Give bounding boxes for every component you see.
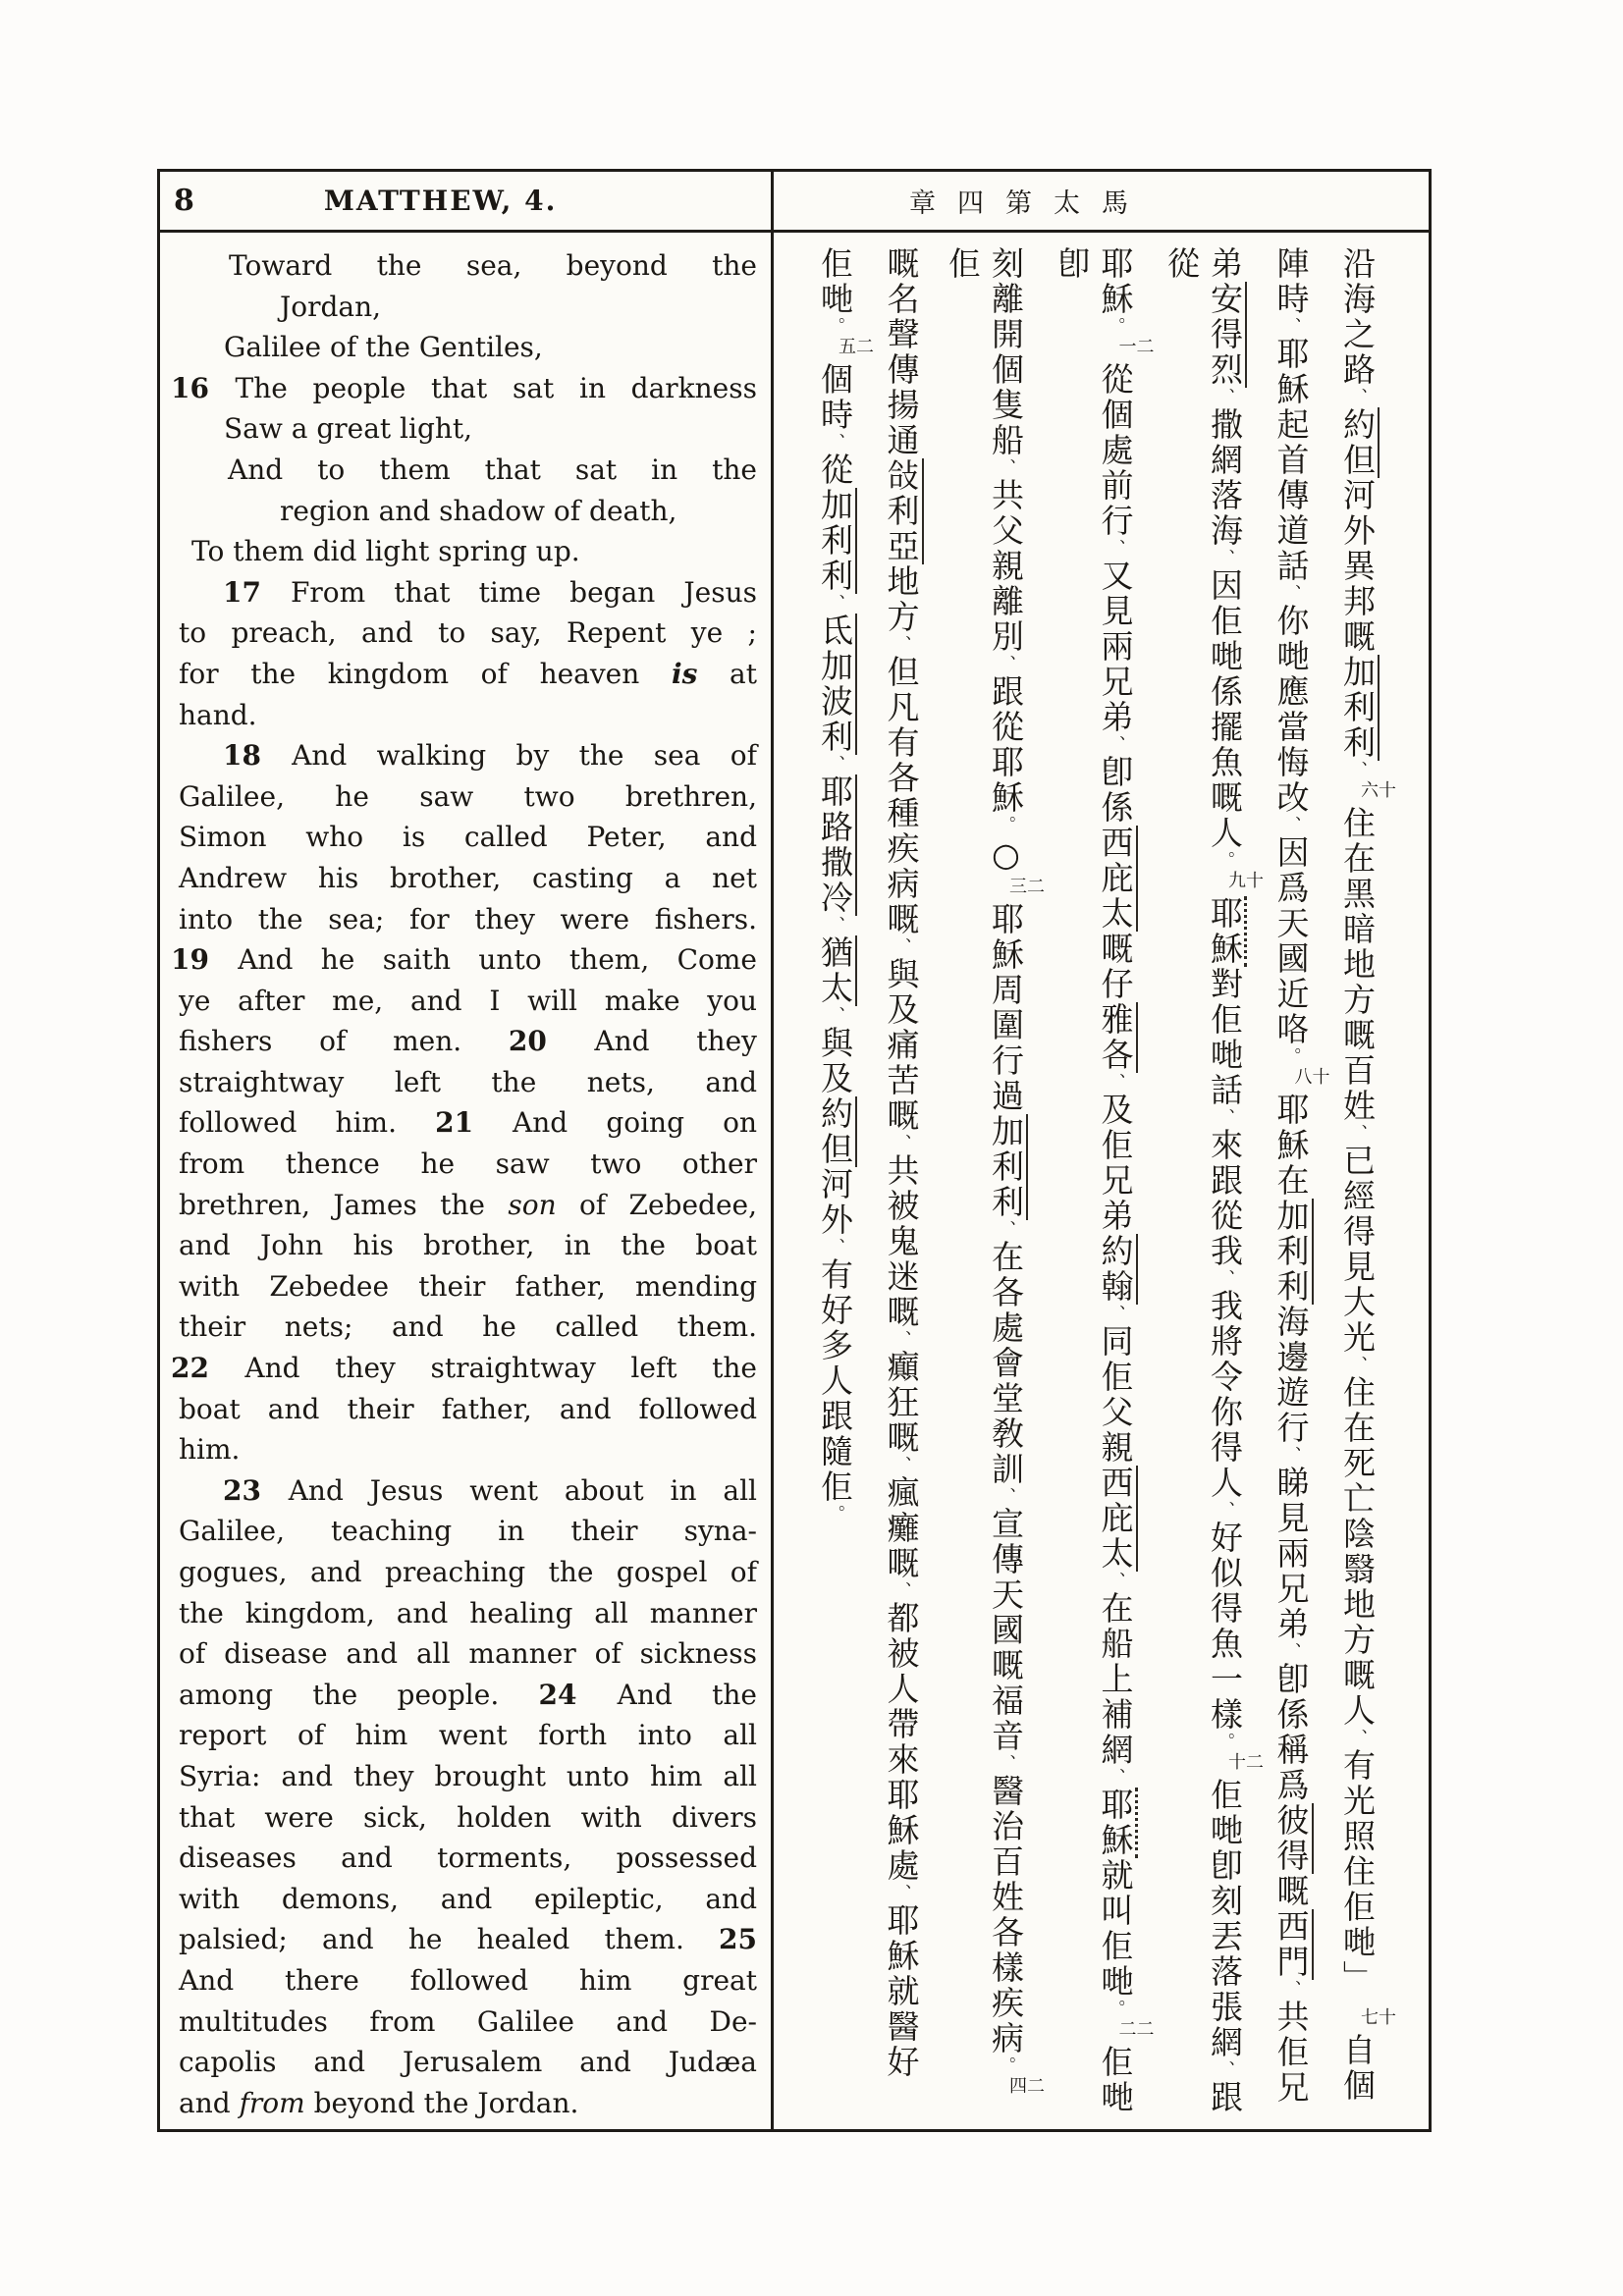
verse-gap (1357, 1996, 1358, 2007)
proper-name-mark: 西庇太 (1097, 1466, 1138, 1572)
verse-text-line: region and shadow of death, (280, 494, 677, 527)
verse-number-marker: 二一 (1115, 337, 1155, 354)
chinese-verse-column: 沿海之路、約但河外異邦嘅加利利、十六住在黑暗地方嘅百姓、已經得見大光、住在死亡陰翳地方嘅人、有光照住佢哋」十七自個 (1338, 246, 1396, 2104)
proper-name-mark: 加利利 (816, 488, 857, 594)
verse-text-line: from thence he saw two other (179, 1148, 757, 1181)
verse-text-line: palsied; and he healed them. 25 (179, 1923, 757, 1956)
proper-name-mark: 氐加波利 (816, 614, 857, 755)
verse-text-line: Toward the sea, beyond the (229, 249, 757, 282)
verse-number-marker: 二十 (1225, 1752, 1264, 1770)
verse-text-line: And to them that sat in the (228, 453, 757, 486)
header-english-cell (160, 172, 771, 230)
proper-name-mark: 彼得 (1272, 1803, 1314, 1874)
verse-text-line: 18 And walking by the sea of (223, 739, 757, 773)
verse-text-line: boat and their father, and followed (179, 1392, 757, 1425)
verse-text-line: Andrew his brother, casting a net (179, 861, 757, 894)
verse-text-line: Galilee, he saw two brethren, (179, 779, 757, 813)
supplied-word-mark: 耶穌 (1097, 1788, 1138, 1858)
verse-text-line: report of him went forth into all (179, 1719, 757, 1752)
verse-text-line: gogues, and preaching the gospel of (179, 1556, 757, 1588)
verse-text-line: that were sick, holden with divers (179, 1800, 757, 1834)
verse-text-line: And there followed him great (179, 1963, 757, 1997)
verse-number-marker: 二五 (836, 337, 874, 354)
verse-text-line: ye after me, and I will make you (179, 984, 757, 1017)
verse-text-line: followed him. 21 And going on (179, 1106, 757, 1140)
verse-number-marker: 十九 (1225, 871, 1264, 888)
proper-name-mark: 加利利 (1272, 1199, 1314, 1305)
page-body (160, 233, 1429, 2132)
proper-name-mark: 約翰 (1097, 1234, 1138, 1305)
verse-text-line: with Zebedee their father, mending (179, 1269, 757, 1303)
verse-text-line: Simon who is called Peter, and (179, 821, 757, 854)
verse-number-marker: 十七 (1358, 2007, 1396, 2025)
verse-text-line: Syria: and they brought unto him all (179, 1759, 757, 1792)
page-number: 8 (174, 184, 194, 218)
header-chinese-cell (771, 172, 1429, 230)
chinese-verse-column: 嘅名聲傳揚通敆利亞地方、但凡有各種疾病嘅、與及痛苦嘅、共被鬼迷嘅、癲狂嘅、瘋癱嘅、都被人帶來耶穌處、耶穌就醫好 (880, 246, 923, 2132)
proper-name-mark: 猶太 (816, 935, 857, 1006)
page-border-box (157, 169, 1432, 2132)
running-title-chinese: 章四第太馬 (909, 188, 1150, 219)
verse-text-line: Saw a great light, (224, 412, 473, 446)
verse-text-line: multitudes from Galilee and De- (179, 2004, 757, 2038)
chinese-verse-column: 刻離開個隻船、共父親離別、跟從耶穌。○二三耶穌周圍行過加利利、在各處會堂敎訓、宣傳天國嘅福音、醫治百姓各樣疾病。二四佢 (941, 246, 1032, 2132)
proper-name-mark: 安得烈 (1206, 282, 1247, 388)
verse-text-line: 19 And he saith unto them, Come (171, 943, 757, 977)
verse-text-line: into the sea; for they were fishers. (179, 902, 757, 935)
proper-name-mark: 加利利 (1338, 655, 1380, 761)
verse-text-line: Jordan, (280, 290, 382, 323)
chinese-verse-column: 佢哋。二五個時、從加利利、氐加波利、耶路撒冷、猶太、與及約但河外、有好多人跟隨佢。 (816, 246, 874, 1524)
proper-name-mark: 敆利亞 (883, 458, 924, 564)
verse-text-line: 16 The people that sat in darkness (171, 371, 757, 404)
verse-text-line: hand. (179, 698, 257, 731)
verse-text-line: 22 And they straightway left the (171, 1352, 758, 1385)
verse-text-line: Galilee, teaching in their syna- (179, 1515, 757, 1548)
verse-text-line: with demons, and epileptic, and (179, 1882, 757, 1915)
english-column (160, 233, 771, 2132)
verse-number-marker: 二三 (1006, 877, 1045, 894)
verse-number-marker: 十六 (1358, 780, 1396, 798)
verse-text-line: their nets; and he called them. (179, 1310, 757, 1344)
page-header (160, 172, 1429, 233)
verse-text-line: 23 And Jesus went about in all (223, 1473, 758, 1507)
verse-text-line: of disease and all manner of sickness (179, 1637, 757, 1671)
proper-name-mark: 加利利 (987, 1114, 1028, 1220)
proper-name-mark: 耶路撒冷 (816, 774, 857, 916)
proper-name-mark: 約但 (816, 1096, 857, 1167)
verse-text-line: him. (179, 1433, 241, 1467)
verse-number-marker: 十八 (1291, 1067, 1330, 1085)
verse-text-line: and John his brother, in the boat (179, 1229, 757, 1262)
verse-text-line: diseases and torments, possessed (179, 1842, 757, 1875)
proper-name-mark: 約但 (1338, 407, 1380, 478)
chinese-verse-column: 陣時、耶穌起首傳道話、你哋應當悔改、因爲天國近咯。十八耶穌在加利利海邊遊行、睇見兩兄弟、卽係稱爲彼得嘅西門、共佢兄 (1271, 246, 1330, 2106)
chinese-verse-column: 弟安得烈、撒網落海、因佢哋係擺魚嘅人。十九耶穌對佢哋話、來跟從我、我將令你得人、好似得魚一樣。二十佢哋卽刻丟落張網、跟從 (1163, 246, 1264, 2115)
verse-text-line: straightway left the nets, and (179, 1065, 757, 1098)
chinese-columns (771, 233, 1429, 2132)
verse-text-line: To them did light spring up. (191, 535, 580, 568)
verse-text-line: 17 From that time began Jesus (223, 575, 757, 609)
verse-text-line: brethren, James the son of Zebedee, (179, 1188, 757, 1221)
verse-number-marker: 二四 (1006, 2076, 1045, 2094)
supplied-word-mark: 耶穌 (1206, 896, 1247, 967)
verse-text-line: to preach, and to say, Repent ye ; (179, 616, 757, 650)
proper-name-mark: 西庇太 (1097, 826, 1138, 932)
proper-name-mark: 西門 (1272, 1909, 1314, 1980)
running-title-english: MATTHEW, 4. (323, 185, 558, 217)
verse-text-line: the kingdom, and healing all manner (179, 1596, 757, 1629)
verse-text-line: for the kingdom of heaven is at (179, 657, 757, 690)
verse-text-line: and from beyond the Jordan. (179, 2086, 579, 2119)
verse-text-line: among the people. 24 And the (179, 1678, 757, 1711)
verse-text-line: Galilee of the Gentiles, (224, 331, 543, 364)
proper-name-mark: 雅各 (1097, 1002, 1138, 1073)
verse-number-marker: 二二 (1115, 2019, 1155, 2037)
verse-text-line: fishers of men. 20 And they (179, 1025, 757, 1058)
chinese-verse-column: 耶穌。二一從個處前行、又見兩兄弟、卽係西庇太嘅仔雅各、及佢兄弟約翰、同佢父親西庇太、在船上補網、耶穌就叫佢哋。二二佢哋卽 (1053, 246, 1155, 2115)
verse-text-line: capolis and Jerusalem and Judæa (179, 2046, 757, 2079)
